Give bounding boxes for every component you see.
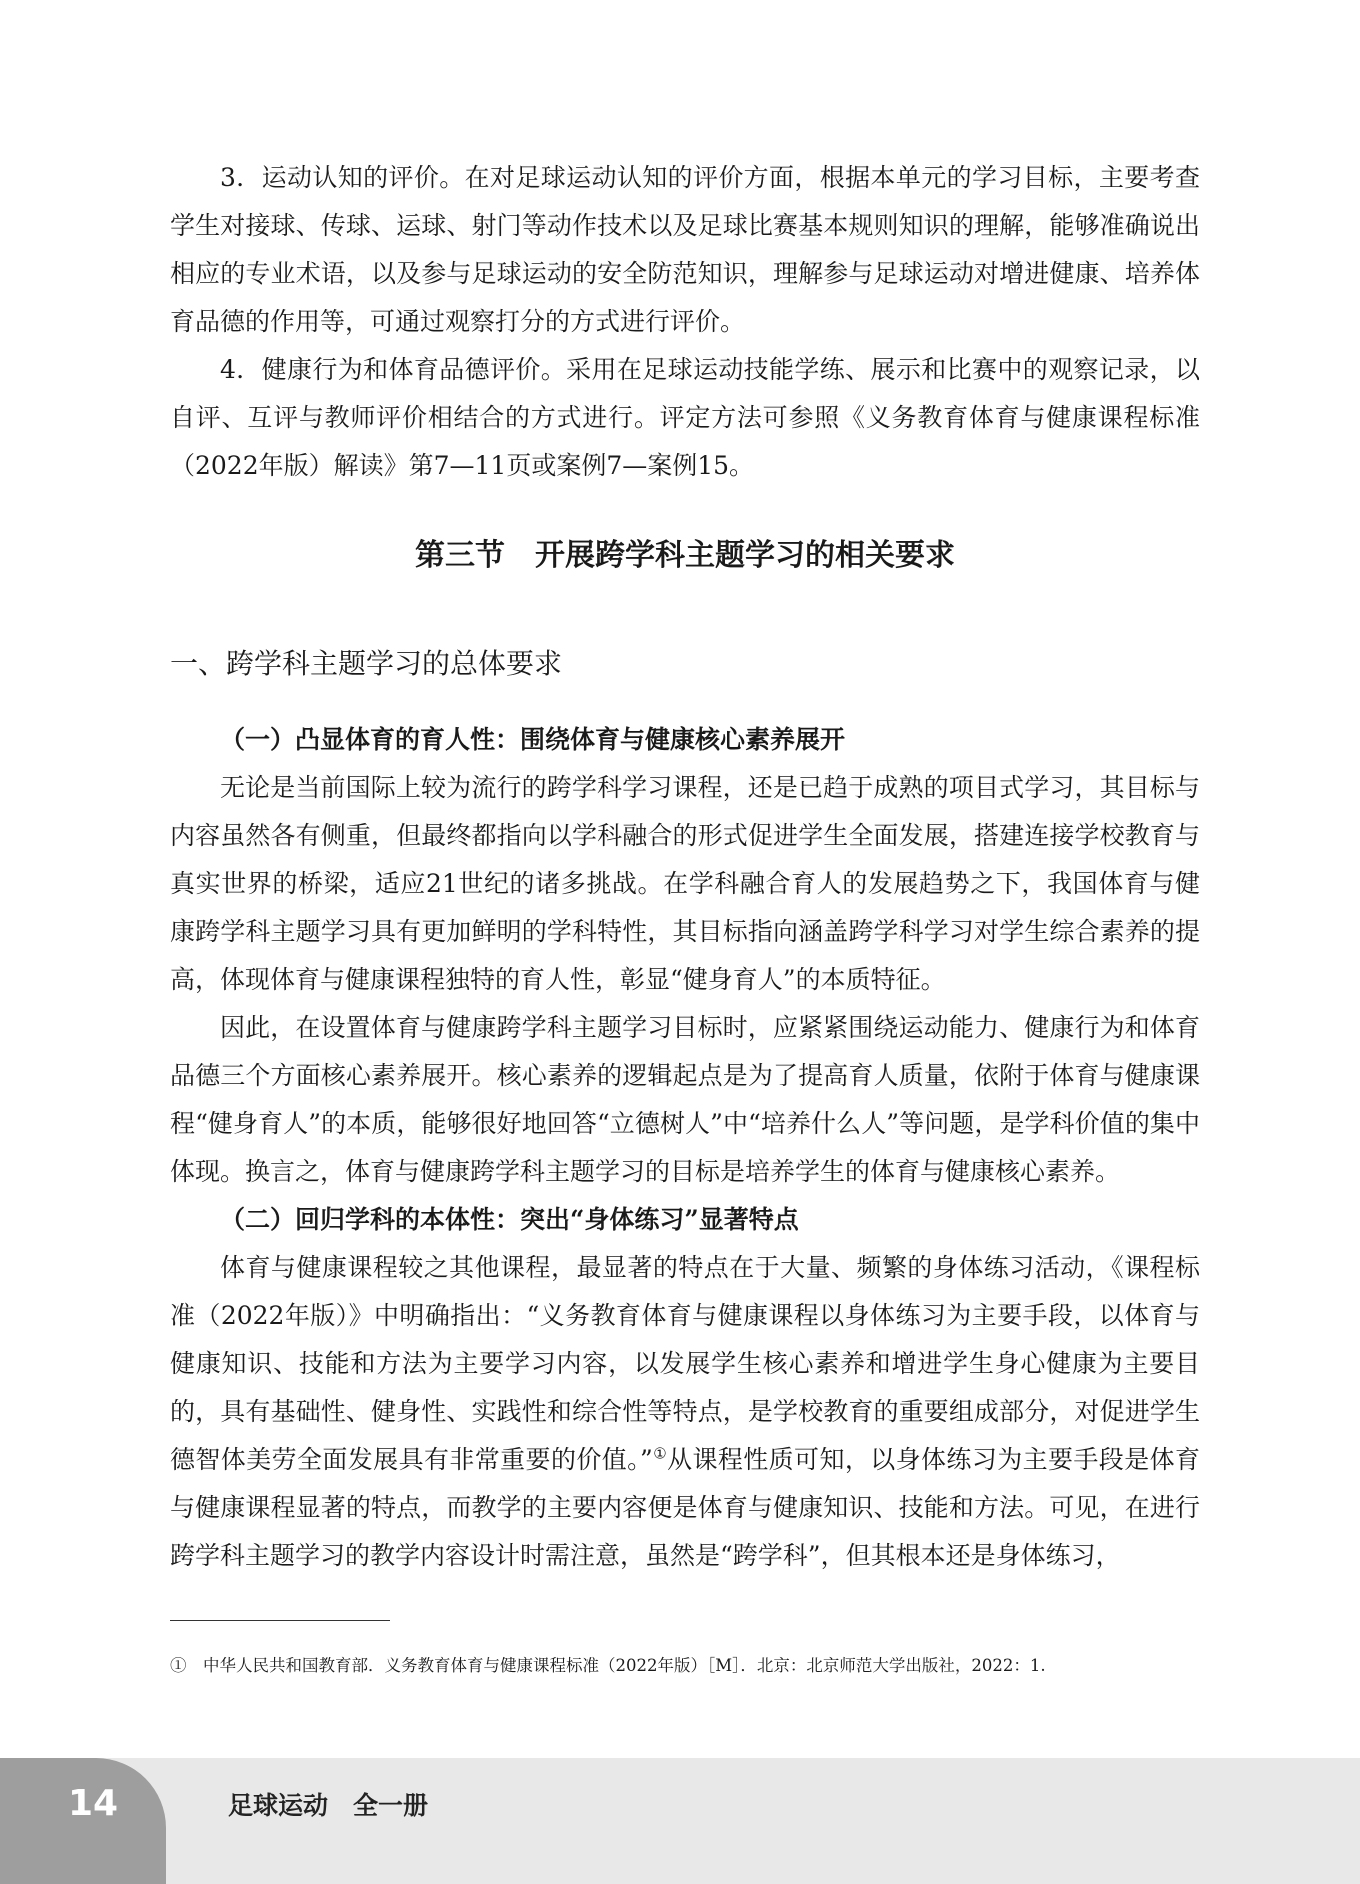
book-title: 足球运动 全一册 [228,1791,429,1820]
paragraph-behavior-evaluation: 4．健康行为和体育品德评价。采用在足球运动技能学练、展示和比赛中的观察记录，以自评、互评与教师评价相结合的方式进行。评定方法可参照《义务教育体育与健康课程标准（2022年版）解读》第7—11页或案例7—案例15。 [170,355,1200,480]
paragraph-cognition-evaluation: 3．运动认知的评价。在对足球运动认知的评价方面，根据本单元的学习目标，主要考查学生对接球、传球、运球、射门等动作技术以及足球比赛基本规则知识的理解，能够准确说出相应的专业术语，以及参与足球运动的安全防范知识，理解参与足球运动对增进健康、培养体育品德的作用等，可通过观察打分的方式进行评价。 [170,163,1200,336]
footnote-reference[interactable]: ① [652,1444,668,1463]
curriculum-quote: 体育与健康课程较之其他课程，最显著的特点在于大量、频繁的身体练习活动，《课程标准（2022年版）》中明确指出：“义务教育体育与健康课程以身体练习为主要手段，以体育与健康知识、技能和方法为主要学习内容，以发展学生核心素养和增进学生身心健康为主要目的，具有基础性、健身性、实践性和综合性等特点，是学校教育的重要组成部分，对促进学生德智体美劳全面发展具有非常重要的价值。” [170,1253,1200,1474]
paragraph-curriculum-features [170,1244,1200,1580]
footer-band [0,1758,1360,1884]
heading-overall-requirements: 一、跨学科主题学习的总体要求 [170,647,563,680]
subheading-physical-practice: （二）回归学科的本体性：突出“身体练习”显著特点 [220,1205,799,1234]
page-body [170,154,1200,1580]
paragraph-interdisciplinary-trends: 无论是当前国际上较为流行的跨学科学习课程，还是已趋于成熟的项目式学习，其目标与内容虽然各有侧重，但最终都指向以学科融合的形式促进学生全面发展，搭建连接学校教育与真实世界的桥梁，适应21世纪的诸多挑战。在学科融合育人的发展趋势之下，我国体育与健康跨学科主题学习具有更加鲜明的学科特性，其目标指向涵盖跨学科学习对学生综合素养的提高，体现体育与健康课程独特的育人性，彰显“健身育人”的本质特征。 [170,773,1200,994]
paragraph-core-literacy: 因此，在设置体育与健康跨学科主题学习目标时，应紧紧围绕运动能力、健康行为和体育品德三个方面核心素养展开。核心素养的逻辑起点是为了提高育人质量，依附于体育与健康课程“健身育人”的本质，能够很好地回答“立德树人”中“培养什么人”等问题，是学科价值的集中体现。换言之，体育与健康跨学科主题学习的目标是培养学生的体育与健康核心素养。 [170,1013,1200,1186]
footnote-divider [170,1620,390,1621]
page-number: 14 [68,1783,119,1824]
curriculum-conclusion: 从课程性质可知，以身体练习为主要手段是体育与健康课程显著的特点，而教学的主要内容便是体育与健康知识、技能和方法。可见，在进行跨学科主题学习的教学内容设计时需注意，虽然是“跨学科”，但其根本还是身体练习， [170,1445,1200,1570]
subheading-educational-value: （一）凸显体育的育人性：围绕体育与健康核心素养展开 [220,725,846,754]
footnote-text: ① 中华人民共和国教育部．义务教育体育与健康课程标准（2022年版）［M］．北京：北京师范大学出版社，2022：1. [170,1656,1046,1675]
section-title: 第三节 开展跨学科主题学习的相关要求 [415,538,955,573]
